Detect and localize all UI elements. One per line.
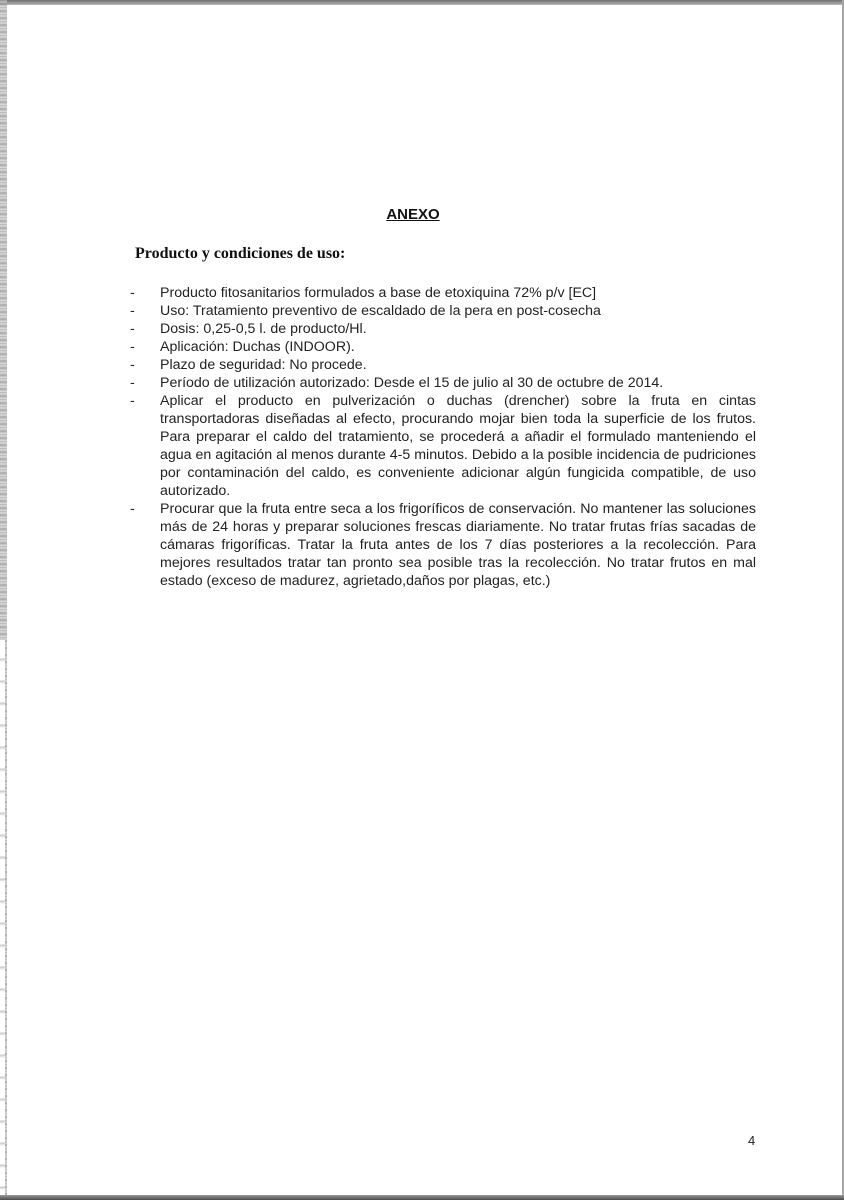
list-bullet: - [130, 339, 135, 355]
list-item-text: Producto fitosanitarios formulados a base de etoxiquina 72% p/v [EC] [160, 285, 597, 301]
list-item-text: Uso: Tratamiento preventivo de escaldado de la pera en post-cosecha [160, 303, 601, 319]
list-bullet: - [130, 393, 135, 409]
list-item-text: Aplicación: Duchas (INDOOR). [160, 339, 355, 355]
list-item-text: Dosis: 0,25-0,5 l. de producto/Hl. [160, 321, 367, 337]
list-item-text: Aplicar el producto en pulverización o duchas (drencher) sobre la fruta en cintas transportadoras diseñadas al efecto, procurando mojar bien toda la superficie de los frutos. Para preparar el caldo del tratamiento, se procederá a añadir el formulado manteniendo el agua en agitación al menos durante 4-5 minutos. Debido a la posible incidencia de pudriciones por contaminación del caldo, es conveniente adicionar algún fungicida compatible, de uso autorizado. [160, 393, 756, 499]
list-bullet: - [130, 357, 135, 373]
list-item [130, 284, 756, 302]
scan-edge-top [0, 0, 844, 5]
list-item [130, 392, 756, 500]
list-bullet: - [130, 375, 135, 391]
list-item [130, 338, 756, 356]
section-heading: Producto y condiciones de uso: [135, 245, 346, 262]
list-item-text: Procurar que la fruta entre seca a los frigoríficos de conservación. No mantener las soluciones más de 24 horas y preparar soluciones frescas diariamente. No tratar frutas frías sacadas de cámaras frigoríficas. Tratar la fruta antes de los 7 días posteriores a la recolección. Para mejores resultados tratar tan pronto sea posible tras la recolección. No tratar frutos en mal estado (exceso de madurez, agrietado,daños por plagas, etc.) [160, 501, 756, 589]
scan-edge-left-lower [0, 640, 5, 1200]
list-item [130, 374, 756, 392]
list-bullet: - [130, 303, 135, 319]
list-bullet: - [130, 285, 135, 301]
list-item [130, 500, 756, 590]
list-bullet: - [130, 501, 135, 517]
list-item-text: Plazo de seguridad: No procede. [160, 357, 367, 373]
list-item [130, 356, 756, 374]
list-bullet: - [130, 321, 135, 337]
page-number: 4 [748, 1133, 756, 1148]
conditions-list [130, 284, 756, 590]
list-item [130, 302, 756, 320]
list-item-text: Período de utilización autorizado: Desde el 15 de julio al 30 de octubre de 2014. [160, 375, 664, 391]
page-title: ANEXO [386, 206, 440, 223]
scan-edge-bottom [0, 1195, 844, 1200]
list-item [130, 320, 756, 338]
